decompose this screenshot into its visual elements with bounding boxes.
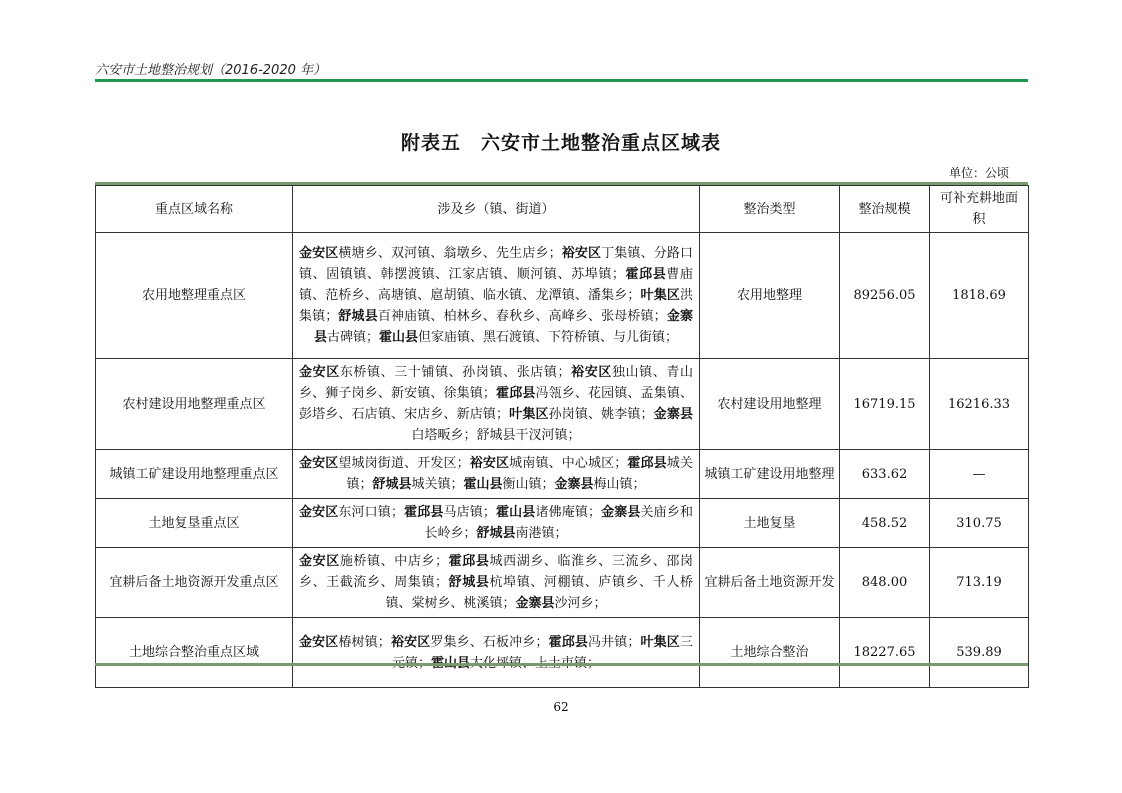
county-name: 霍邱县 xyxy=(548,634,588,650)
town-list: 望城岗街道、开发区； xyxy=(338,456,470,471)
town-list: 城关镇； xyxy=(411,477,464,492)
remediation-type-cell: 城镇工矿建设用地整理 xyxy=(700,450,840,499)
town-list: 城南镇、中心城区； xyxy=(509,456,628,471)
county-name: 霍邱县 xyxy=(627,456,667,471)
remediation-type-cell: 土地综合整治 xyxy=(700,618,840,688)
column-header-arable: 可补充耕地面积 xyxy=(930,186,1029,233)
town-list: 冯瓴乡、花园镇、孟集镇、彭塔乡、石店镇、宋店乡、新店镇； xyxy=(299,386,693,422)
arable-area-cell: 713.19 xyxy=(930,548,1029,618)
county-name: 金安区 xyxy=(299,246,339,261)
area-name-cell: 城镇工矿建设用地整理重点区 xyxy=(96,450,293,499)
county-name: 舒城县 xyxy=(372,477,412,492)
town-list: 独山镇、青山乡、狮子岗乡、新安镇、徐集镇； xyxy=(299,365,693,401)
county-name: 霍山县 xyxy=(495,505,536,520)
county-name: 霍山县 xyxy=(379,330,419,345)
header-rule xyxy=(95,79,1028,82)
county-name: 舒城县 xyxy=(338,309,378,324)
table-row xyxy=(96,233,1029,359)
county-name: 金安区 xyxy=(299,554,340,569)
table-bottom-rule xyxy=(95,663,1028,666)
table-title: 附表五 六安市土地整治重点区域表 xyxy=(400,132,721,154)
arable-area-cell: 1818.69 xyxy=(930,233,1029,359)
town-list: 杭埠镇、河棚镇、庐镇乡、千人桥镇、棠树乡、桃溪镇； xyxy=(385,575,693,611)
county-name: 金寨县 xyxy=(313,309,693,345)
county-name: 裕安区 xyxy=(561,246,602,261)
town-list: 丁集镇、分路口镇、固镇镇、韩摆渡镇、江家店镇、顺河镇、苏埠镇； xyxy=(299,246,693,282)
scale-cell: 16719.15 xyxy=(840,359,930,450)
county-name: 金安区 xyxy=(299,634,339,650)
county-name: 金安区 xyxy=(299,505,339,520)
scale-cell: 633.62 xyxy=(840,450,930,499)
town-list: 东河口镇； xyxy=(338,505,404,520)
county-name: 霍山县 xyxy=(463,477,503,492)
town-list: 关庙乡和长岭乡； xyxy=(424,505,693,541)
town-list: 舒城县干汊河镇； xyxy=(476,428,581,443)
county-name: 裕安区 xyxy=(390,634,431,650)
scale-cell: 89256.05 xyxy=(840,233,930,359)
column-header-name: 重点区域名称 xyxy=(96,186,293,233)
town-list: 椿树镇； xyxy=(338,634,391,650)
county-name: 叶集区 xyxy=(509,407,549,422)
town-list: 城西湖乡、临淮乡、三流乡、邵岗乡、王截流乡、周集镇； xyxy=(299,554,693,590)
towns-cell xyxy=(293,359,700,450)
column-header-type: 整治类型 xyxy=(700,186,840,233)
town-list: 但家庙镇、黑石渡镇、下符桥镇、与儿街镇； xyxy=(418,330,679,345)
town-list: 百神庙镇、柏林乡、春秋乡、高峰乡、张母桥镇； xyxy=(377,309,667,324)
towns-cell xyxy=(293,233,700,359)
arable-area-cell: — xyxy=(930,450,1029,499)
county-name: 裕安区 xyxy=(469,456,510,471)
towns-cell xyxy=(293,499,700,548)
page-number: 62 xyxy=(553,700,569,714)
town-list: 孙岗镇、姚李镇； xyxy=(548,407,654,422)
county-name: 舒城县 xyxy=(448,575,490,590)
county-name: 金寨县 xyxy=(515,596,555,611)
scale-cell: 848.00 xyxy=(840,548,930,618)
county-name: 叶集区 xyxy=(640,288,680,303)
town-list: 诸佛庵镇； xyxy=(535,505,601,520)
remediation-type-cell: 农用地整理 xyxy=(700,233,840,359)
town-list: 南港镇； xyxy=(515,526,568,541)
table-header-row xyxy=(96,186,1029,233)
remediation-type-cell: 土地复垦 xyxy=(700,499,840,548)
county-name: 金安区 xyxy=(299,456,339,471)
arable-area-cell: 310.75 xyxy=(930,499,1029,548)
county-name: 金寨县 xyxy=(554,477,594,492)
county-name: 霍邱县 xyxy=(403,505,444,520)
county-name: 金寨县 xyxy=(653,407,693,422)
area-name-cell: 农村建设用地整理重点区 xyxy=(96,359,293,450)
county-name: 金寨县 xyxy=(601,505,641,520)
area-name-cell: 土地复垦重点区 xyxy=(96,499,293,548)
town-list: 梅山镇； xyxy=(593,477,646,492)
town-list: 古碑镇； xyxy=(326,330,379,345)
town-list: 三 xyxy=(679,634,693,650)
town-list: 横塘乡、双河镇、翁墩乡、先生店乡； xyxy=(338,246,562,261)
table-row xyxy=(96,359,1029,450)
scale-cell: 458.52 xyxy=(840,499,930,548)
towns-cell xyxy=(293,618,700,688)
table-row xyxy=(96,548,1029,618)
table-row xyxy=(96,450,1029,499)
town-list: 东桥镇、三十铺镇、孙岗镇、张店镇； xyxy=(339,365,571,380)
county-name: 金安区 xyxy=(299,365,340,380)
area-name-cell: 农用地整理重点区 xyxy=(96,233,293,359)
running-header-title: 六安市土地整治规划（2016-2020 年） xyxy=(95,63,326,78)
town-list: 衡山镇； xyxy=(502,477,555,492)
towns-cell xyxy=(293,548,700,618)
county-name: 霍邱县 xyxy=(448,554,490,569)
town-list: 施桥镇、中店乡； xyxy=(339,554,449,569)
scale-cell: 18227.65 xyxy=(840,618,930,688)
county-name: 霍邱县 xyxy=(495,386,536,401)
town-list: 洪集镇； xyxy=(299,288,693,324)
towns-cell xyxy=(293,450,700,499)
remediation-type-cell: 农村建设用地整理 xyxy=(700,359,840,450)
column-header-scale: 整治规模 xyxy=(840,186,930,233)
arable-area-cell: 539.89 xyxy=(930,618,1029,688)
county-name: 霍邱县 xyxy=(624,267,667,282)
town-list: 白塔畈乡； xyxy=(411,428,477,443)
town-list: 马店镇； xyxy=(443,505,496,520)
town-list: 城关镇； xyxy=(346,456,693,492)
column-header-towns: 涉及乡（镇、街道） xyxy=(293,186,700,233)
town-list: 沙河乡； xyxy=(554,596,607,611)
key-areas-table xyxy=(95,185,1029,688)
county-name: 裕安区 xyxy=(570,365,612,380)
arable-area-cell: 16216.33 xyxy=(930,359,1029,450)
area-name-cell: 土地综合整治重点区域 xyxy=(96,618,293,688)
table-row xyxy=(96,618,1029,688)
remediation-type-cell: 宜耕后备土地资源开发 xyxy=(700,548,840,618)
table-row xyxy=(96,499,1029,548)
county-name: 舒城县 xyxy=(476,526,516,541)
town-list: 曹庙镇、范桥乡、高塘镇、扈胡镇、临水镇、龙潭镇、潘集乡； xyxy=(299,267,693,303)
area-name-cell: 宜耕后备土地资源开发重点区 xyxy=(96,548,293,618)
town-list: 冯井镇； xyxy=(587,634,641,650)
town-list: 罗集乡、石板冲乡； xyxy=(430,634,549,650)
county-name: 叶集区 xyxy=(640,634,680,650)
unit-label: 单位：公顷 xyxy=(948,166,1009,180)
